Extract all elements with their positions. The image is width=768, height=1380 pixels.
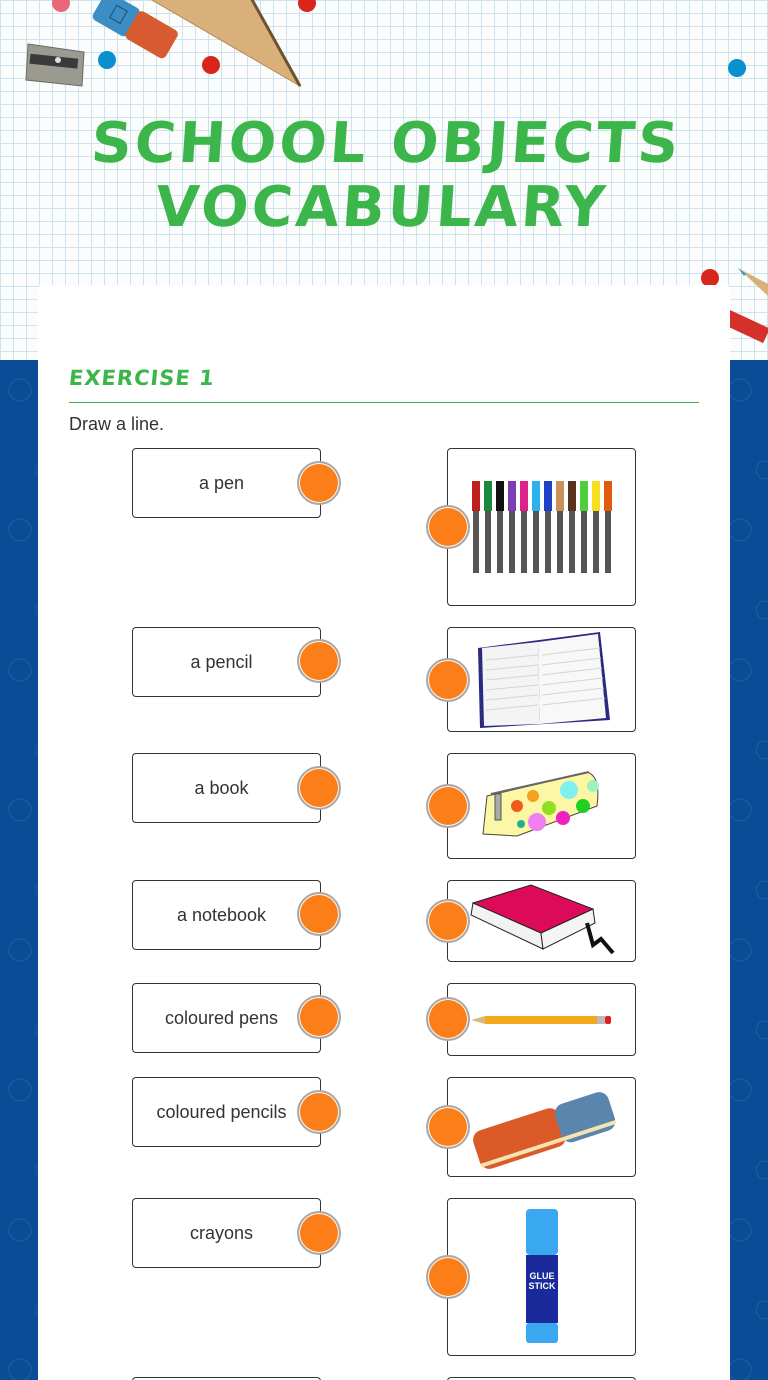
picture-connector-handle-pencil[interactable] (426, 997, 470, 1041)
word-connector-handle-coloured-pencils[interactable] (297, 1090, 341, 1134)
picture-connector-handle-coloured-pens[interactable] (426, 505, 470, 549)
decor-dot-blue (728, 59, 746, 77)
glue-stick-image (522, 1209, 562, 1345)
word-connector-handle-a-notebook[interactable] (297, 892, 341, 936)
word-connector-handle-a-book[interactable] (297, 766, 341, 810)
word-label: crayons (189, 1222, 254, 1243)
picture-box-notebook (447, 627, 636, 732)
title-line-2: VOCABULARY (153, 175, 611, 240)
ruler-triangle-icon (145, 0, 305, 88)
colored-pencil-icon (730, 266, 768, 346)
word-box-a-pencil (132, 627, 321, 697)
picture-box-coloured-pens (447, 448, 636, 606)
exercise-title: EXERCISE 1 (67, 366, 216, 390)
word-box-crayons (132, 1198, 321, 1268)
title-line-1: SCHOOL OBJECTS (89, 111, 684, 176)
picture-connector-handle-glue-stick[interactable] (426, 1255, 470, 1299)
picture-connector-handle-notebook[interactable] (426, 658, 470, 702)
word-connector-handle-crayons[interactable] (297, 1211, 341, 1255)
picture-box-glue-stick (447, 1198, 636, 1356)
picture-connector-handle-book[interactable] (426, 899, 470, 943)
picture-box-pencil-case (447, 753, 636, 859)
word-label: coloured pens (164, 1007, 279, 1028)
pencil-case-image (477, 766, 607, 846)
word-connector-handle-coloured-pens[interactable] (297, 995, 341, 1039)
picture-box-book (447, 880, 636, 962)
notebook-image (472, 630, 612, 730)
sharpener-icon (22, 40, 90, 92)
word-box-a-notebook (132, 880, 321, 950)
picture-connector-handle-eraser[interactable] (426, 1105, 470, 1149)
page-title (0, 112, 768, 240)
word-box-coloured-pencils (132, 1077, 321, 1147)
pencil-image (467, 1010, 617, 1030)
word-label: a book (194, 777, 249, 798)
word-label: coloured pencils (156, 1101, 287, 1122)
word-label: a pencil (190, 651, 253, 672)
word-box-coloured-pens (132, 983, 321, 1053)
word-connector-handle-a-pencil[interactable] (297, 639, 341, 683)
picture-box-pencil (447, 983, 636, 1056)
picture-connector-handle-pencil-case[interactable] (426, 784, 470, 828)
word-box-a-pen (132, 448, 321, 518)
eraser-image (462, 1077, 622, 1177)
glue-label-line1: GLUE (528, 1271, 555, 1281)
word-box-a-book (132, 753, 321, 823)
exercise-instruction: Draw a line. (69, 414, 165, 434)
word-connector-handle-a-pen[interactable] (297, 461, 341, 505)
glue-label-line2: STICK (528, 1281, 555, 1291)
book-image (467, 883, 617, 959)
word-label: a pen (198, 472, 245, 493)
word-label: a notebook (176, 904, 267, 925)
coloured-pens-image (470, 477, 614, 577)
exercise-divider (69, 402, 699, 403)
picture-box-eraser (447, 1077, 636, 1177)
